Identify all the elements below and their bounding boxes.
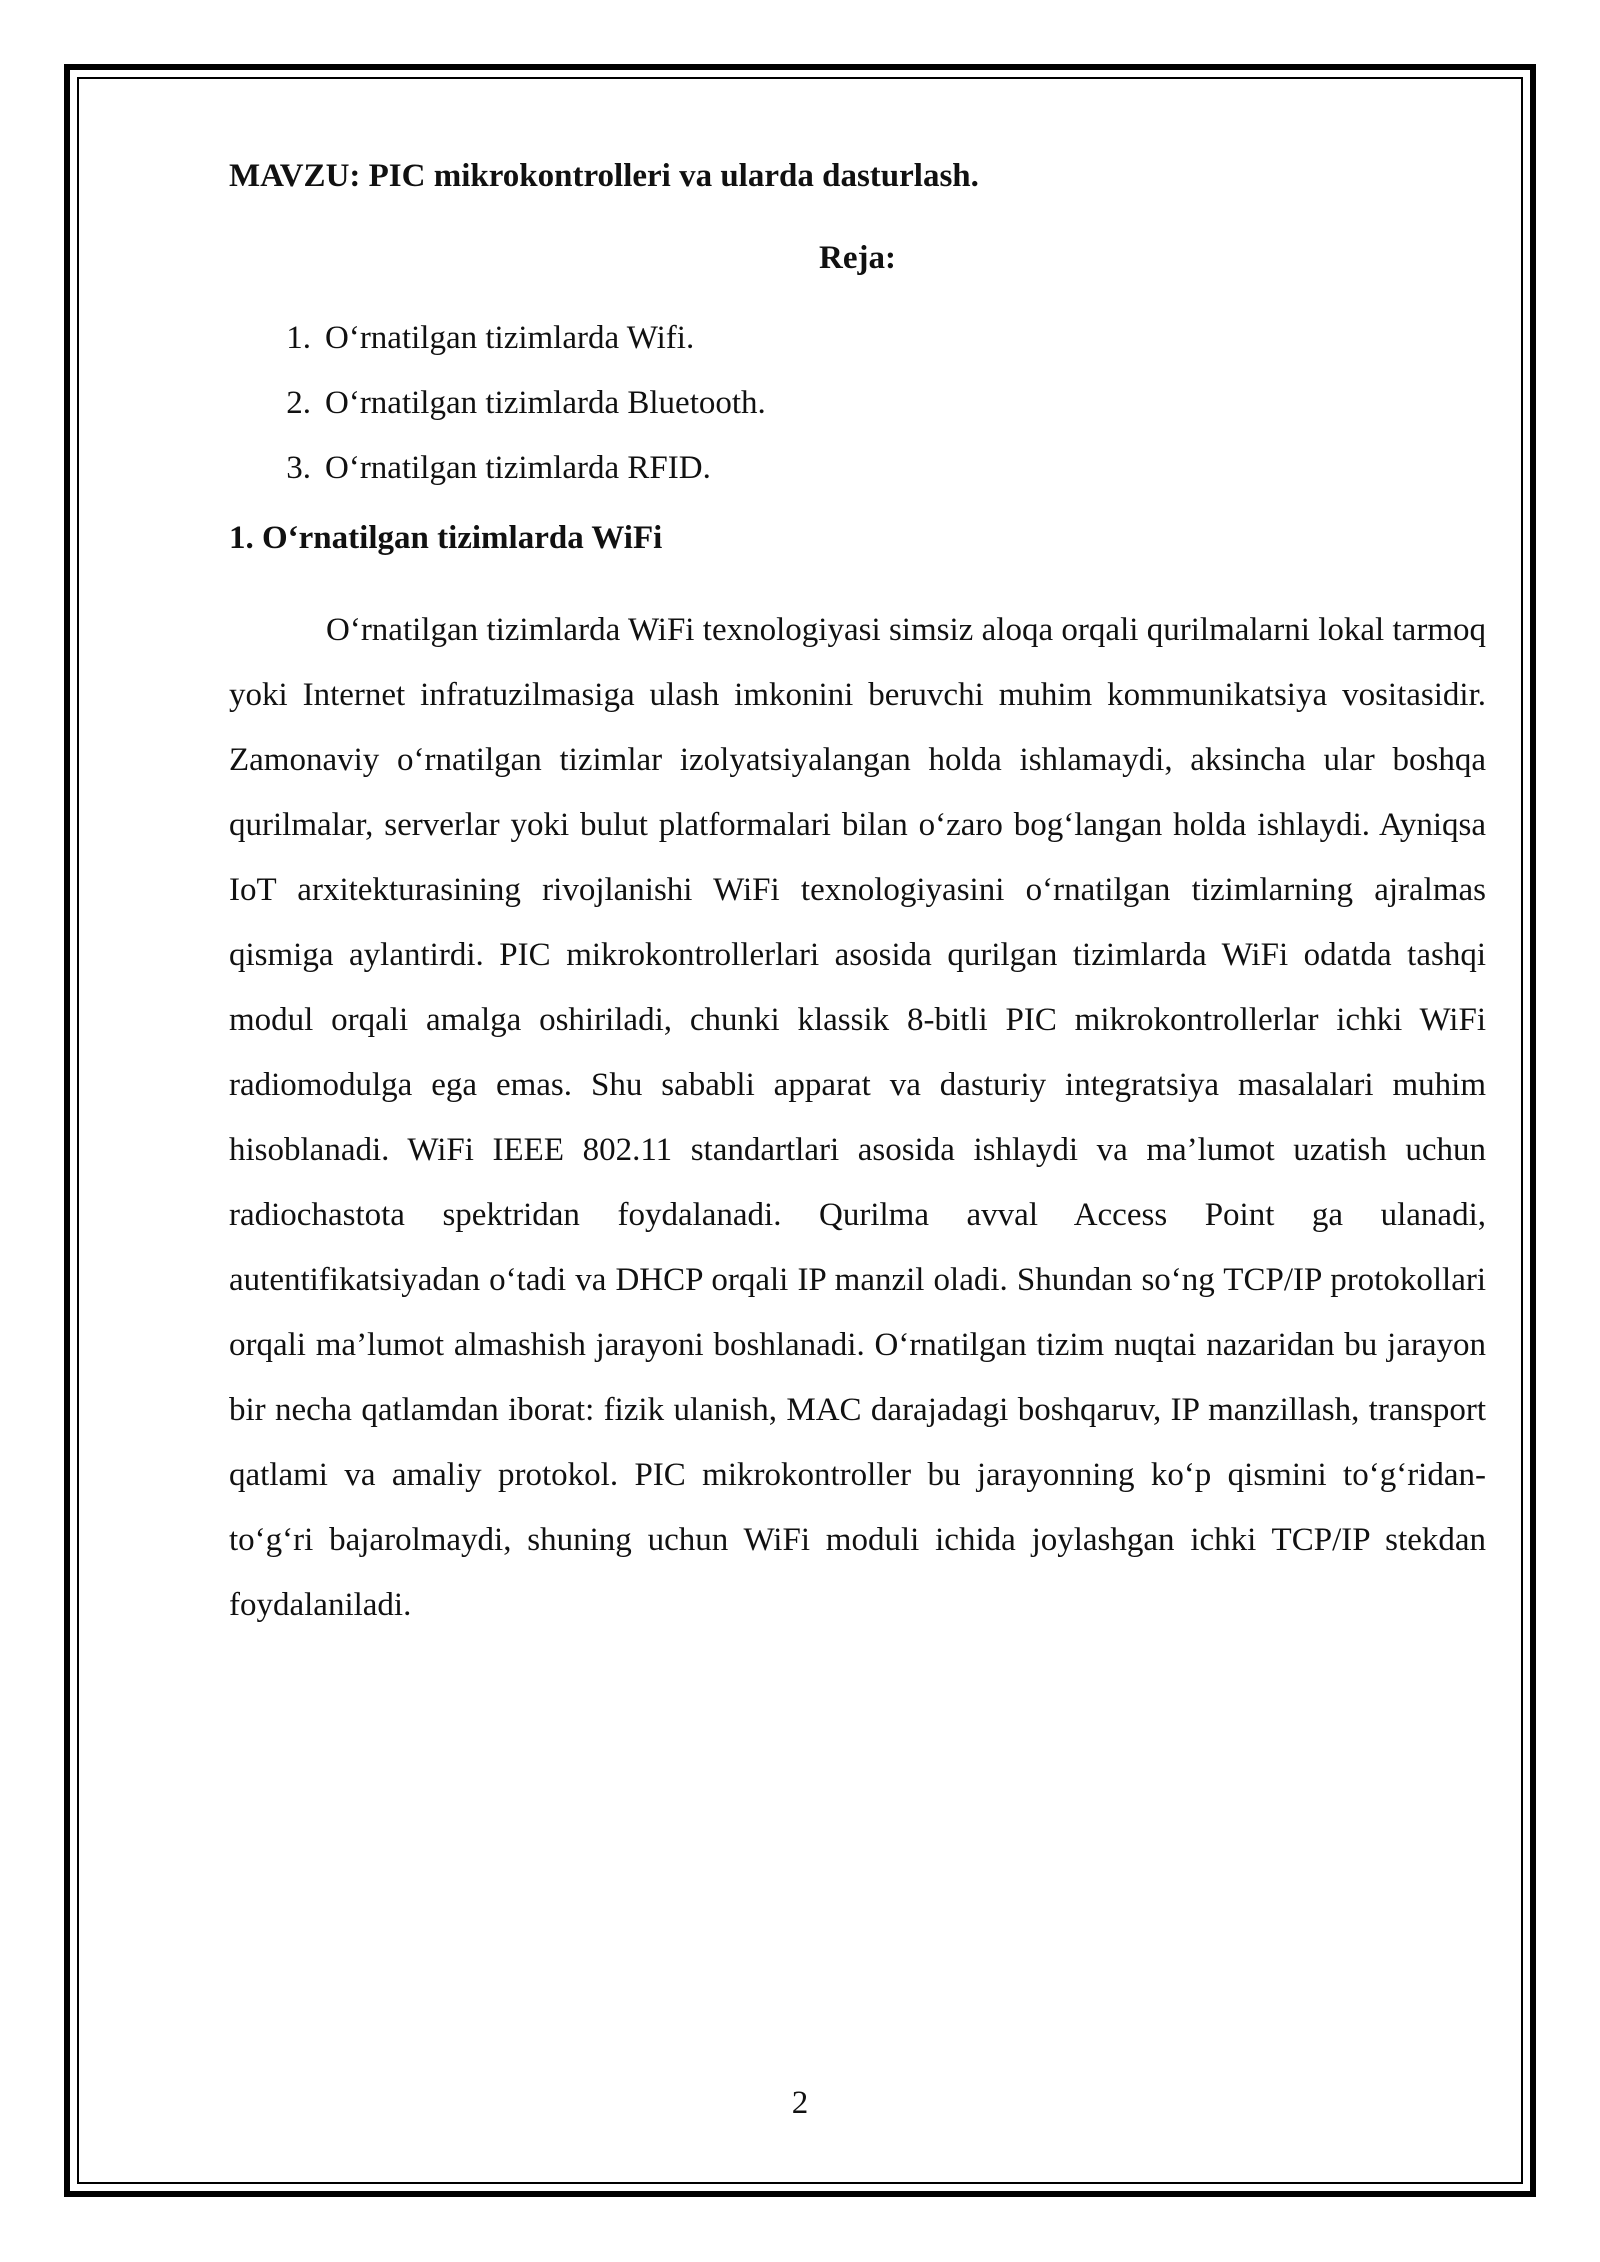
plan-item-text: O‘rnatilgan tizimlarda RFID. [325,450,711,486]
plan-item-text: O‘rnatilgan tizimlarda Bluetooth. [325,385,766,421]
plan-item-text: O‘rnatilgan tizimlarda Wifi. [325,320,695,356]
plan-item-number: 2. [286,385,311,421]
plan-item-number: 1. [286,320,311,356]
body-paragraph: O‘rnatilgan tizimlarda WiFi texnologiyasi simsiz aloqa orqali qurilmalarni lokal tarmoq yoki Internet infratuzilmasiga ulash imkonini beruvchi muhim kommunikatsiya vositasidir. Zamonaviy o‘rnatilgan tizimlar izolyatsiyalangan holda ishlamaydi, aksincha ular boshqa qurilmalar, serverlar yoki bulut platformalari bilan o‘zaro bog‘langan holda ishlaydi. Ayniqsa IoT arxitekturasining rivojlanishi WiFi texnologiyasini o‘rnatilgan tizimlarning ajralmas qismiga aylantirdi. PIC mikrokontrollerlari asosida qurilgan tizimlarda WiFi odatda tashqi modul orqali amalga oshiriladi, chunki klassik 8-bitli PIC mikrokontrollerlar ichki WiFi radiomodulga ega emas. Shu sababli apparat va dasturiy integratsiya masalalari muhim hisoblanadi. WiFi IEEE 802.11 standartlari asosida ishlaydi va ma’lumot uzatish uchun radiochastota spektridan foydalanadi. Qurilma avval Access Point ga ulanadi, autentifikatsiyadan o‘tadi va DHCP orqali IP manzil oladi. Shundan so‘ng TCP/IP protokollari orqali ma’lumot almashish jarayoni boshlanadi. O‘rnatilgan tizim nuqtai nazaridan bu jarayon bir necha qatlamdan iborat: fizik ulanish, MAC darajadagi boshqaruv, IP manzillash, transport qatlami va amaliy protokol. PIC mikrokontroller bu jarayonning ko‘p qismini to‘g‘ridan-to‘g‘ri bajarolmaydi, shuning uchun WiFi moduli ichida joylashgan ichki TCP/IP stekdan foydalaniladi. [229,612,1486,1623]
plan-item [229,377,1486,429]
plan-item [229,312,1486,364]
page-content [229,150,1486,1638]
document-title: MAVZU: PIC mikrokontrolleri va ularda dasturlash. [229,158,979,194]
page-number: 2 [791,2085,809,2121]
plan-item-number: 3. [286,450,311,486]
section-heading: 1. O‘rnatilgan tizimlarda WiFi [229,520,663,556]
plan-heading: Reja: [819,240,896,276]
plan-list [229,312,1486,494]
plan-item [229,442,1486,494]
